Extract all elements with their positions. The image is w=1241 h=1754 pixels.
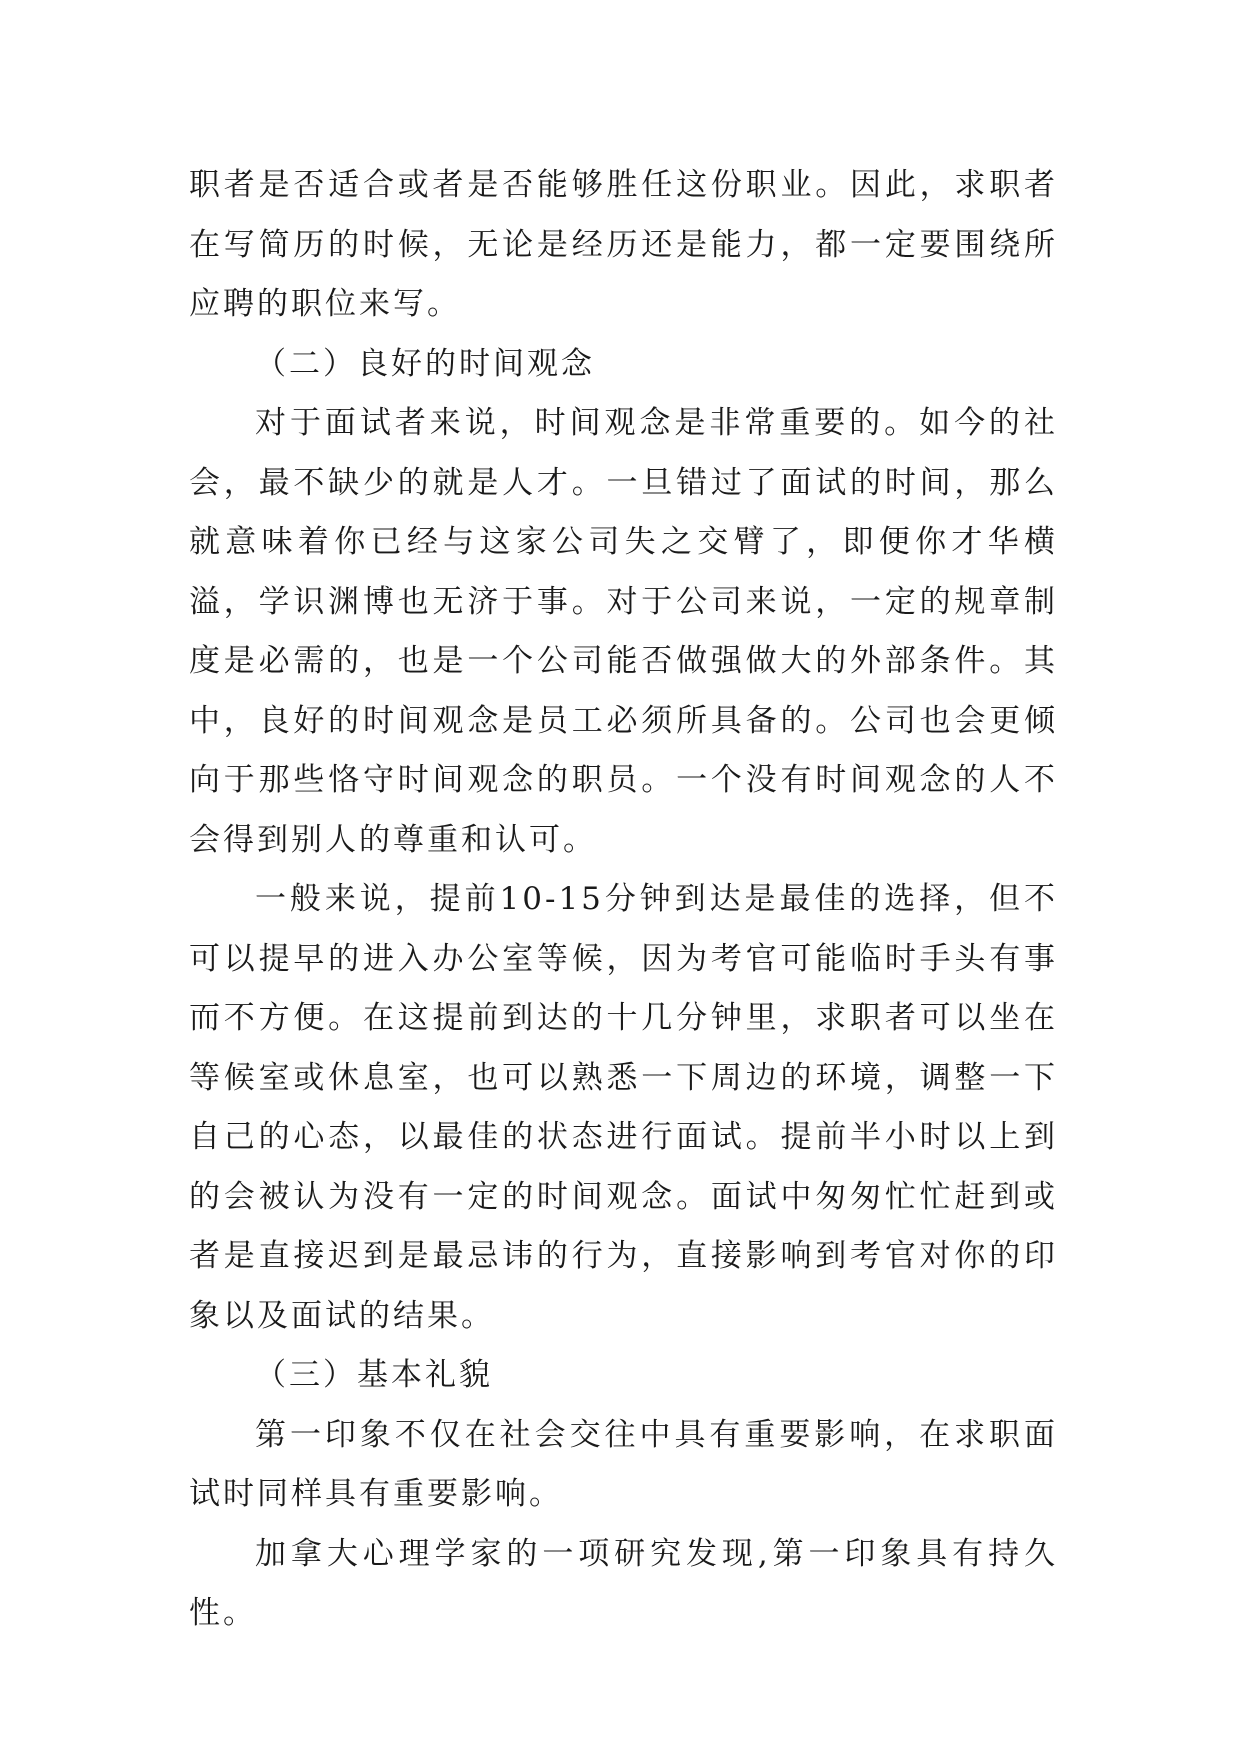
body-paragraph: 一般来说，提前10-15分钟到达是最佳的选择，但不可以提早的进入办公室等候，因为考官可能临时手头有事而不方便。在这提前到达的十几分钟里，求职者可以坐在等候室或休息室，也可以熟悉一下周边的环境，调整一下自己的心态，以最佳的状态进行面试。提前半小时以上到的会被认为没有一定的时间观念。面试中匆匆忙忙赶到或者是直接迟到是最忌讳的行为，直接影响到考官对你的印象以及面试的结果。 [189, 881, 1058, 1334]
body-paragraph: 职者是否适合或者是否能够胜任这份职业。因此，求职者在写简历的时候，无论是经历还是能力，都一定要围绕所应聘的职位来写。 [189, 167, 1058, 322]
body-paragraph: 对于面试者来说，时间观念是非常重要的。如今的社会，最不缺少的就是人才。一旦错过了面试的时间，那么就意味着你已经与这家公司失之交臂了，即便你才华横溢，学识渊博也无济于事。对于公司来说，一定的规章制度是必需的，也是一个公司能否做强做大的外部条件。其中，良好的时间观念是员工必须所具备的。公司也会更倾向于那些恪守时间观念的职员。一个没有时间观念的人不会得到别人的尊重和认可。 [189, 405, 1058, 858]
section-heading: （三）基本礼貌 [255, 1357, 493, 1393]
document-page [189, 156, 1058, 1644]
section-heading: （二）良好的时间观念 [255, 345, 595, 382]
body-paragraph: 加拿大心理学家的一项研究发现,第一印象具有持久性。 [189, 1535, 1058, 1631]
body-paragraph: 第一印象不仅在社会交往中具有重要影响，在求职面试时同样具有重要影响。 [189, 1416, 1058, 1512]
